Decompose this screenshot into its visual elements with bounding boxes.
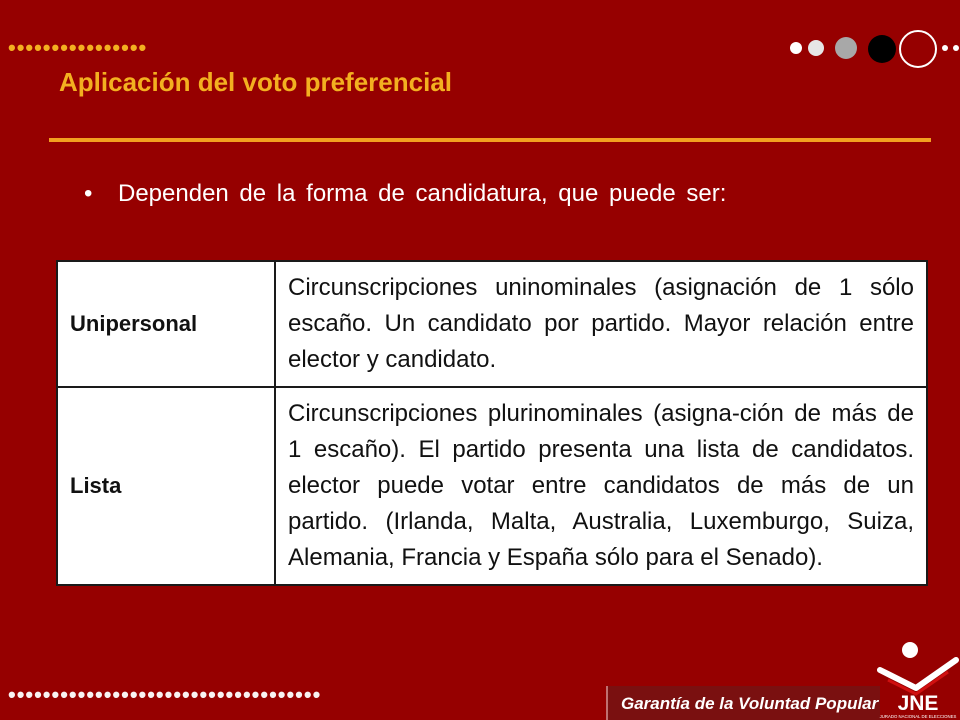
jne-logo (876, 636, 960, 720)
candidacy-table (56, 260, 928, 586)
decorative-circles (760, 30, 960, 80)
footer-tagline: Garantía de la Voluntad Popular (621, 694, 879, 713)
circle-outline (900, 31, 936, 67)
title-underline (49, 138, 931, 142)
slide-title: Aplicación del voto preferencial (59, 67, 452, 97)
logo-subtext: JURADO NACIONAL DE ELECCIONES (879, 714, 957, 719)
logo-head (902, 642, 918, 658)
circle-dot-right (942, 45, 948, 51)
row-description: Circunscripciones plurinominales (asigna-ción de más de 1 escaño). El partido presenta una lista de candidatos. elector puede votar entre candidatos de más de un partido. (Irlanda, Malta, Australia, Luxemburgo, Suiza, Alemania, Francia y España sólo para el Senado). (275, 387, 927, 585)
table-row (57, 261, 927, 387)
row-label: Lista (57, 387, 275, 585)
row-label: Unipersonal (57, 261, 275, 387)
circle-small-white (790, 42, 802, 54)
circle-light-gray (808, 40, 824, 56)
circle-gray (835, 37, 857, 59)
bullet-marker: • (84, 180, 93, 207)
top-dot-border: •••••••••••••••• (8, 35, 148, 60)
bullet-text: Dependen de la forma de candidatura, que puede ser: (118, 180, 727, 207)
row-description: Circunscripciones uninominales (asignación de 1 sólo escaño. Un candidato por partido. Mayor relación entre elector y candidato. (275, 261, 927, 387)
logo-text: JNE (897, 692, 939, 715)
bottom-dot-border: •••••••••••••••••••••••••••••••••••• (8, 682, 322, 707)
circle-dot-right-2 (953, 45, 959, 51)
circle-black (868, 35, 896, 63)
table-row (57, 387, 927, 585)
